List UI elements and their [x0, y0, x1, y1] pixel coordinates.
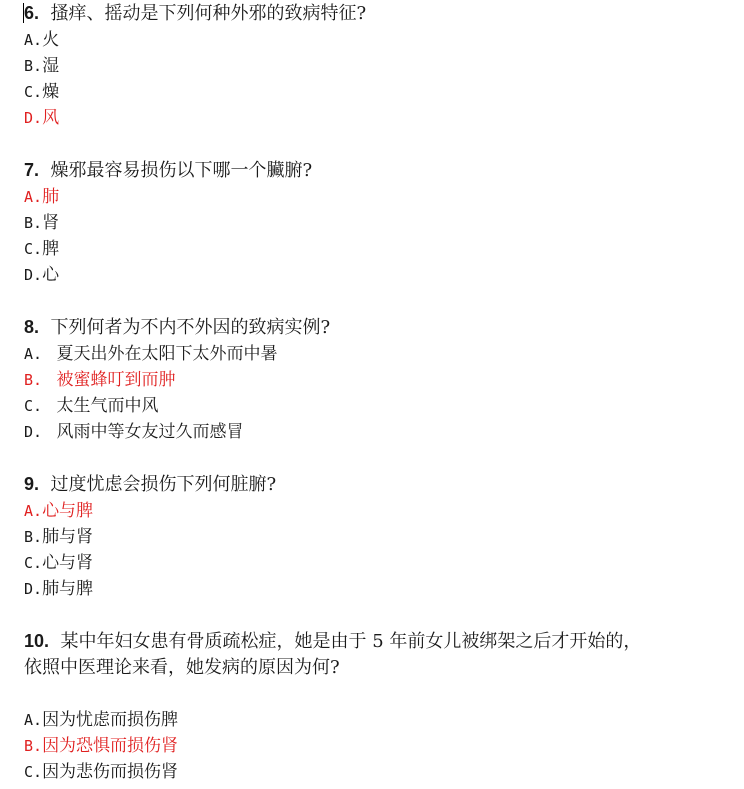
- question-9: [24, 471, 734, 602]
- question-9-title: [24, 471, 734, 498]
- option-c: [24, 236, 734, 262]
- option-b-answer: [24, 367, 734, 393]
- option-letter: C.: [24, 240, 43, 258]
- option-letter: D.: [24, 580, 43, 598]
- option-letter: B.: [24, 737, 43, 755]
- blank-line: [24, 445, 734, 471]
- option-letter: A.: [24, 188, 43, 206]
- option-b: [24, 53, 734, 79]
- option-text: 肺与脾: [42, 579, 94, 599]
- option-letter: C.: [24, 554, 43, 572]
- question-number: 7.: [24, 160, 40, 180]
- question-number: 10.: [24, 631, 50, 651]
- blank-line: [24, 288, 734, 314]
- option-c: [24, 550, 734, 576]
- question-10: [24, 628, 734, 785]
- option-letter: A.: [24, 345, 52, 363]
- option-text: 燥: [42, 82, 60, 102]
- blank-line: [24, 681, 734, 707]
- question-7: [24, 157, 734, 288]
- question-8: [24, 314, 734, 445]
- option-letter: B.: [24, 371, 52, 389]
- option-b: [24, 210, 734, 236]
- option-c: [24, 759, 734, 785]
- question-text: 搔痒、摇动是下列何种外邪的致病特征?: [50, 3, 367, 24]
- option-text: 火: [42, 30, 60, 50]
- option-text: 肺: [42, 187, 60, 207]
- question-text-line-2: 依照中医理论来看，她发病的原因为何?: [24, 657, 340, 678]
- option-a: [24, 27, 734, 53]
- option-text: 因为恐惧而损伤肾: [42, 736, 179, 756]
- question-text: 下列何者为不内不外因的致病实例?: [50, 317, 331, 338]
- option-letter: C.: [24, 763, 43, 781]
- question-number: 6.: [24, 3, 40, 23]
- option-text: 肾: [42, 213, 60, 233]
- option-text: 太生气而中风: [56, 396, 159, 416]
- option-letter: A.: [24, 502, 43, 520]
- document-page: [24, 0, 734, 785]
- option-text: 因为悲伤而损伤肾: [42, 762, 179, 782]
- question-10-title-cont: [24, 655, 734, 681]
- question-text-line-1: 某中年妇女患有骨质疏松症，她是由于 5 年前女儿被绑架之后才开始的，: [60, 631, 642, 652]
- option-letter: B.: [24, 214, 43, 232]
- option-d: [24, 262, 734, 288]
- option-text: 脾: [42, 239, 60, 259]
- option-text: 被蜜蜂叮到而肿: [56, 370, 176, 390]
- option-letter: C.: [24, 83, 43, 101]
- question-6: [24, 0, 734, 131]
- option-text: 心: [42, 265, 60, 285]
- option-letter: D.: [24, 266, 43, 284]
- option-d-answer: [24, 105, 734, 131]
- option-a-answer: [24, 184, 734, 210]
- option-letter: A.: [24, 711, 43, 729]
- option-letter: A.: [24, 31, 43, 49]
- question-number: 8.: [24, 317, 40, 337]
- option-letter: B.: [24, 57, 43, 75]
- option-letter: C.: [24, 397, 52, 415]
- option-letter: D.: [24, 109, 43, 127]
- option-text: 夏天出外在太阳下太外而中暑: [56, 344, 278, 364]
- question-text: 过度忧虑会损伤下列何脏腑?: [50, 474, 277, 495]
- option-text: 风: [42, 108, 60, 128]
- option-text: 心与脾: [42, 501, 94, 521]
- option-c: [24, 393, 734, 419]
- option-c: [24, 79, 734, 105]
- question-10-title: [24, 628, 734, 655]
- blank-line: [24, 131, 734, 157]
- option-text: 湿: [42, 56, 60, 76]
- option-text: 风雨中等女友过久而感冒: [56, 422, 244, 442]
- option-letter: B.: [24, 528, 43, 546]
- option-text: 心与肾: [42, 553, 94, 573]
- option-d: [24, 576, 734, 602]
- option-a: [24, 341, 734, 367]
- question-8-title: [24, 314, 734, 341]
- option-a-answer: [24, 498, 734, 524]
- question-7-title: [24, 157, 734, 184]
- option-text: 肺与肾: [42, 527, 94, 547]
- option-a: [24, 707, 734, 733]
- option-letter: D.: [24, 423, 52, 441]
- option-b-answer: [24, 733, 734, 759]
- question-text: 燥邪最容易损伤以下哪一个臟腑?: [50, 160, 313, 181]
- option-b: [24, 524, 734, 550]
- option-text: 因为忧虑而损伤脾: [42, 710, 179, 730]
- blank-line: [24, 602, 734, 628]
- question-number: 9.: [24, 474, 40, 494]
- question-6-title: [24, 0, 734, 27]
- option-d: [24, 419, 734, 445]
